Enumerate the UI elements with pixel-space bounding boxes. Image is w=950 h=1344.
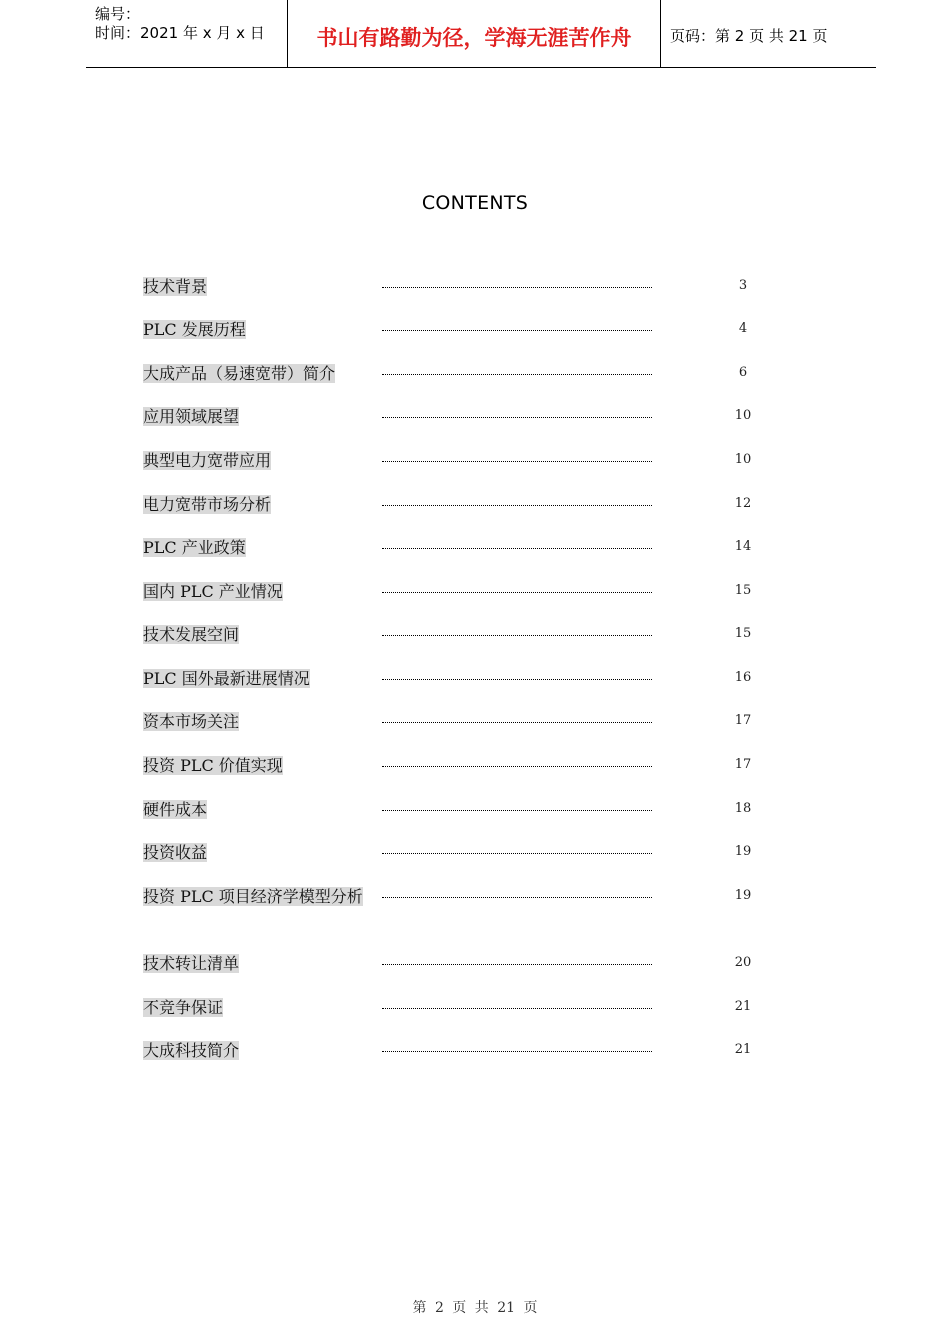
toc-entry-title: 电力宽带市场分析: [143, 495, 272, 514]
toc-entry-title: 投资收益: [143, 843, 208, 862]
page-footer: 第 2 页 共 21 页: [412, 1300, 538, 1316]
toc-entry-title: 大成产品（易速宽带）简介: [143, 364, 336, 383]
toc-entry-title: 不竞争保证: [143, 998, 224, 1017]
toc-entry-title: 硬件成本: [143, 800, 208, 819]
toc-entry-page-number: 19: [734, 888, 752, 903]
toc-entry-page-number: 19: [734, 844, 752, 859]
document-time-label: 时间：2021 年 x 月 x 日: [95, 24, 265, 42]
toc-entry-title: 资本市场关注: [143, 712, 240, 731]
toc-entry-page-number: 14: [734, 539, 752, 554]
toc-entry-page-number: 21: [734, 999, 752, 1014]
toc-dot-leader: [382, 720, 652, 723]
toc-entry-title: 大成科技简介: [143, 1041, 240, 1060]
toc-entry-page-number: 20: [734, 955, 752, 970]
toc-dot-leader: [382, 459, 652, 462]
toc-dot-leader: [382, 764, 652, 767]
toc-entry-page-number: 21: [734, 1042, 752, 1057]
toc-dot-leader: [382, 633, 652, 636]
toc-entry-title: 技术背景: [143, 277, 208, 296]
toc-dot-leader: [382, 285, 652, 288]
toc-entry-page-number: 10: [734, 408, 752, 423]
toc-entry-title: PLC 发展历程: [143, 320, 246, 339]
toc-dot-leader: [382, 372, 652, 375]
toc-entry-page-number: 17: [734, 713, 752, 728]
toc-dot-leader: [382, 895, 652, 898]
toc-entry-title: 国内 PLC 产业情况: [143, 582, 283, 601]
toc-entry-title: 典型电力宽带应用: [143, 451, 272, 470]
contents-heading: CONTENTS: [421, 192, 529, 214]
toc-entry-title: PLC 产业政策: [143, 538, 246, 557]
toc-entry-title: 技术发展空间: [143, 625, 240, 644]
header-page-code: 页码：第 2 页 共 21 页: [670, 27, 828, 45]
toc-entry-title: 技术转让清单: [143, 954, 240, 973]
toc-dot-leader: [382, 808, 652, 811]
toc-dot-leader: [382, 851, 652, 854]
toc-dot-leader: [382, 677, 652, 680]
toc-entry-page-number: 15: [734, 583, 752, 598]
toc-entry-page-number: 12: [734, 496, 752, 511]
toc-entry-page-number: 17: [734, 757, 752, 772]
toc-dot-leader: [382, 590, 652, 593]
toc-dot-leader: [382, 546, 652, 549]
toc-dot-leader: [382, 415, 652, 418]
toc-entry-title: 投资 PLC 价值实现: [143, 756, 283, 775]
toc-entry-page-number: 3: [738, 278, 748, 293]
toc-entry-title: PLC 国外最新进展情况: [143, 669, 310, 688]
header-info-cell: [86, 0, 288, 67]
toc-dot-leader: [382, 1049, 652, 1052]
toc-entry-title: 投资 PLC 项目经济学模型分析: [143, 887, 363, 906]
toc-entry-page-number: 18: [734, 801, 752, 816]
toc-dot-leader: [382, 503, 652, 506]
header-motto: 书山有路勤为径，学海无涯苦作舟: [316, 26, 632, 50]
header-page-cell: [661, 0, 876, 67]
toc-entry-page-number: 10: [734, 452, 752, 467]
toc-dot-leader: [382, 962, 652, 965]
toc-dot-leader: [382, 328, 652, 331]
toc-entry-page-number: 16: [734, 670, 752, 685]
toc-entry-page-number: 6: [738, 365, 748, 380]
toc-entry-title: 应用领域展望: [143, 407, 240, 426]
document-number-label: 编号：: [95, 5, 141, 23]
toc-dot-leader: [382, 1006, 652, 1009]
toc-entry-page-number: 4: [738, 321, 748, 336]
toc-entry-page-number: 15: [734, 626, 752, 641]
page-header: [86, 0, 876, 68]
header-motto-cell: [288, 0, 661, 67]
